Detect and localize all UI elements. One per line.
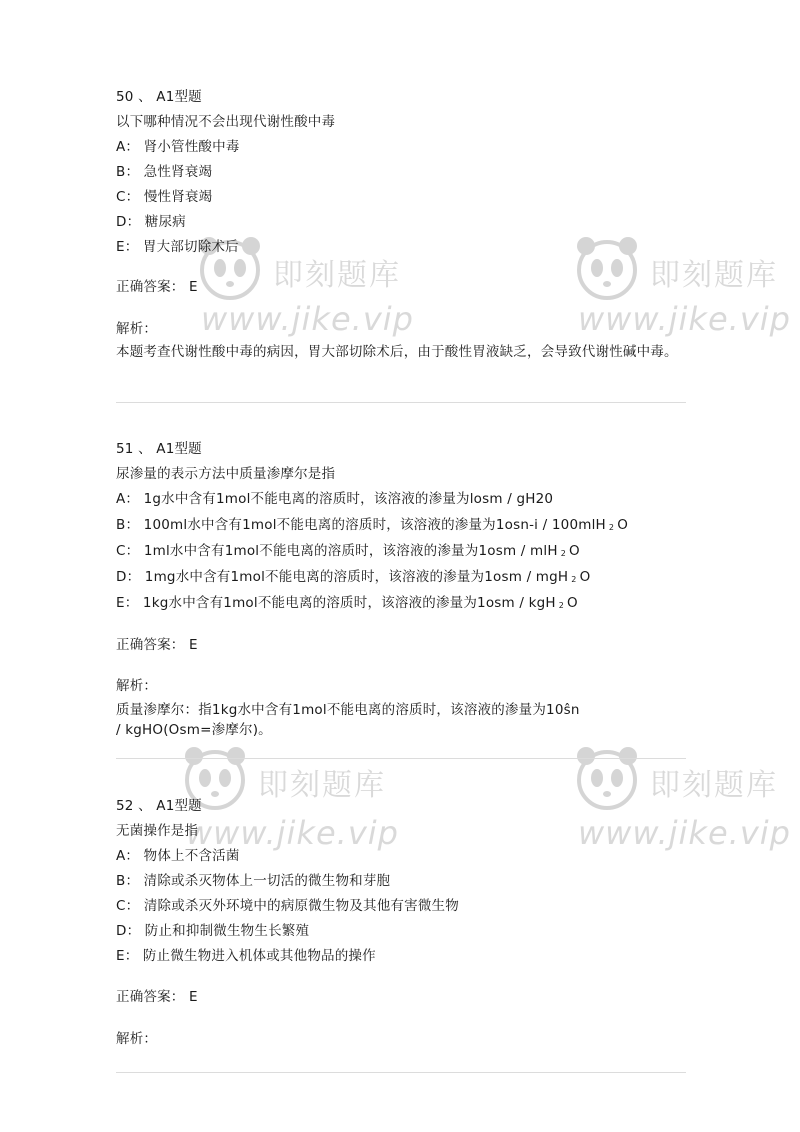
analysis-label: 解析： [116, 678, 158, 694]
watermark-brand: 即刻题库 [650, 768, 778, 803]
watermark-url: www.jike.vip [186, 814, 399, 852]
watermark-url: www.jike.vip [201, 300, 414, 338]
option-d [116, 568, 590, 589]
subscript: 2 [608, 523, 615, 532]
question-divider [116, 758, 686, 759]
watermark-logo [572, 742, 800, 872]
analysis-text: 质量渗摩尔：指1kg水中含有1mol不能电离的溶质时，该溶液的渗量为10ŝn [116, 702, 580, 718]
watermark-brand: 即刻题库 [273, 258, 401, 293]
option-e [116, 594, 578, 615]
option-tail: O [567, 595, 578, 611]
option-b [116, 516, 628, 537]
correct-answer: 正确答案： E [116, 989, 198, 1005]
option-e: E： 胃大部切除术后 [116, 239, 239, 255]
option-b-text: B： 100ml水中含有1mol不能电离的溶质时，该溶液的渗量为1osn-i / 100mlH [116, 517, 606, 533]
question-stem: 尿渗量的表示方法中质量渗摩尔是指 [116, 466, 336, 482]
option-d: D： 防止和抑制微生物生长繁殖 [116, 923, 310, 939]
option-a: A： 1g水中含有1mol不能电离的溶质时，该溶液的渗量为losm / gH20 [116, 491, 554, 507]
question-divider [116, 402, 686, 403]
option-c-text: C： 1ml水中含有1mol不能电离的溶质时，该溶液的渗量为1osm / mlH [116, 543, 558, 559]
watermark-brand: 即刻题库 [258, 768, 386, 803]
question-stem: 无菌操作是指 [116, 823, 199, 839]
correct-answer: 正确答案： E [116, 637, 198, 653]
option-tail: O [579, 569, 591, 585]
option-a: A： 物体上不含活菌 [116, 848, 240, 864]
question-divider [116, 1072, 686, 1073]
subscript: 2 [560, 549, 566, 558]
correct-answer: 正确答案： E [116, 279, 198, 295]
analysis-text: 本题考查代谢性酸中毒的病因，胃大部切除术后，由于酸性胃液缺乏，会导致代谢性碱中毒。 [116, 344, 678, 360]
question-stem: 以下哪种情况不会出现代谢性酸中毒 [116, 114, 336, 130]
panda-icon [572, 744, 642, 814]
question-header: 51 、 A1型题 [116, 441, 202, 457]
watermark-url: www.jike.vip [578, 300, 791, 338]
analysis-label: 解析： [116, 321, 158, 337]
analysis-text: / kgHO(Osm=渗摩尔)。 [116, 722, 272, 738]
option-c: C： 清除或杀灭外环境中的病原微生物及其他有害微生物 [116, 898, 459, 914]
watermark-brand: 即刻题库 [650, 258, 778, 293]
option-tail: O [568, 543, 580, 559]
option-tail: O [617, 517, 629, 533]
option-c [116, 542, 580, 563]
analysis-label: 解析： [116, 1031, 158, 1047]
option-e: E： 防止微生物进入机体或其他物品的操作 [116, 948, 376, 964]
question-header: 52 、 A1型题 [116, 798, 202, 814]
watermark-url: www.jike.vip [578, 814, 791, 852]
watermark-logo [572, 232, 800, 352]
subscript: 2 [558, 601, 565, 610]
option-a: A： 肾小管性酸中毒 [116, 139, 240, 155]
option-b: B： 急性肾衰竭 [116, 164, 213, 180]
panda-icon [572, 234, 642, 304]
option-c: C： 慢性肾衰竭 [116, 189, 213, 205]
option-d-text: D： 1mg水中含有1mol不能电离的溶质时，该溶液的渗量为1osm / mgH [116, 569, 569, 585]
question-header: 50 、 A1型题 [116, 89, 202, 105]
option-d: D： 糖尿病 [116, 214, 186, 230]
option-b: B： 清除或杀灭物体上一切活的微生物和芽胞 [116, 873, 391, 889]
subscript: 2 [571, 575, 577, 584]
option-e-text: E： 1kg水中含有1mol不能电离的溶质时，该溶液的渗量为1osm / kgH [116, 595, 556, 611]
